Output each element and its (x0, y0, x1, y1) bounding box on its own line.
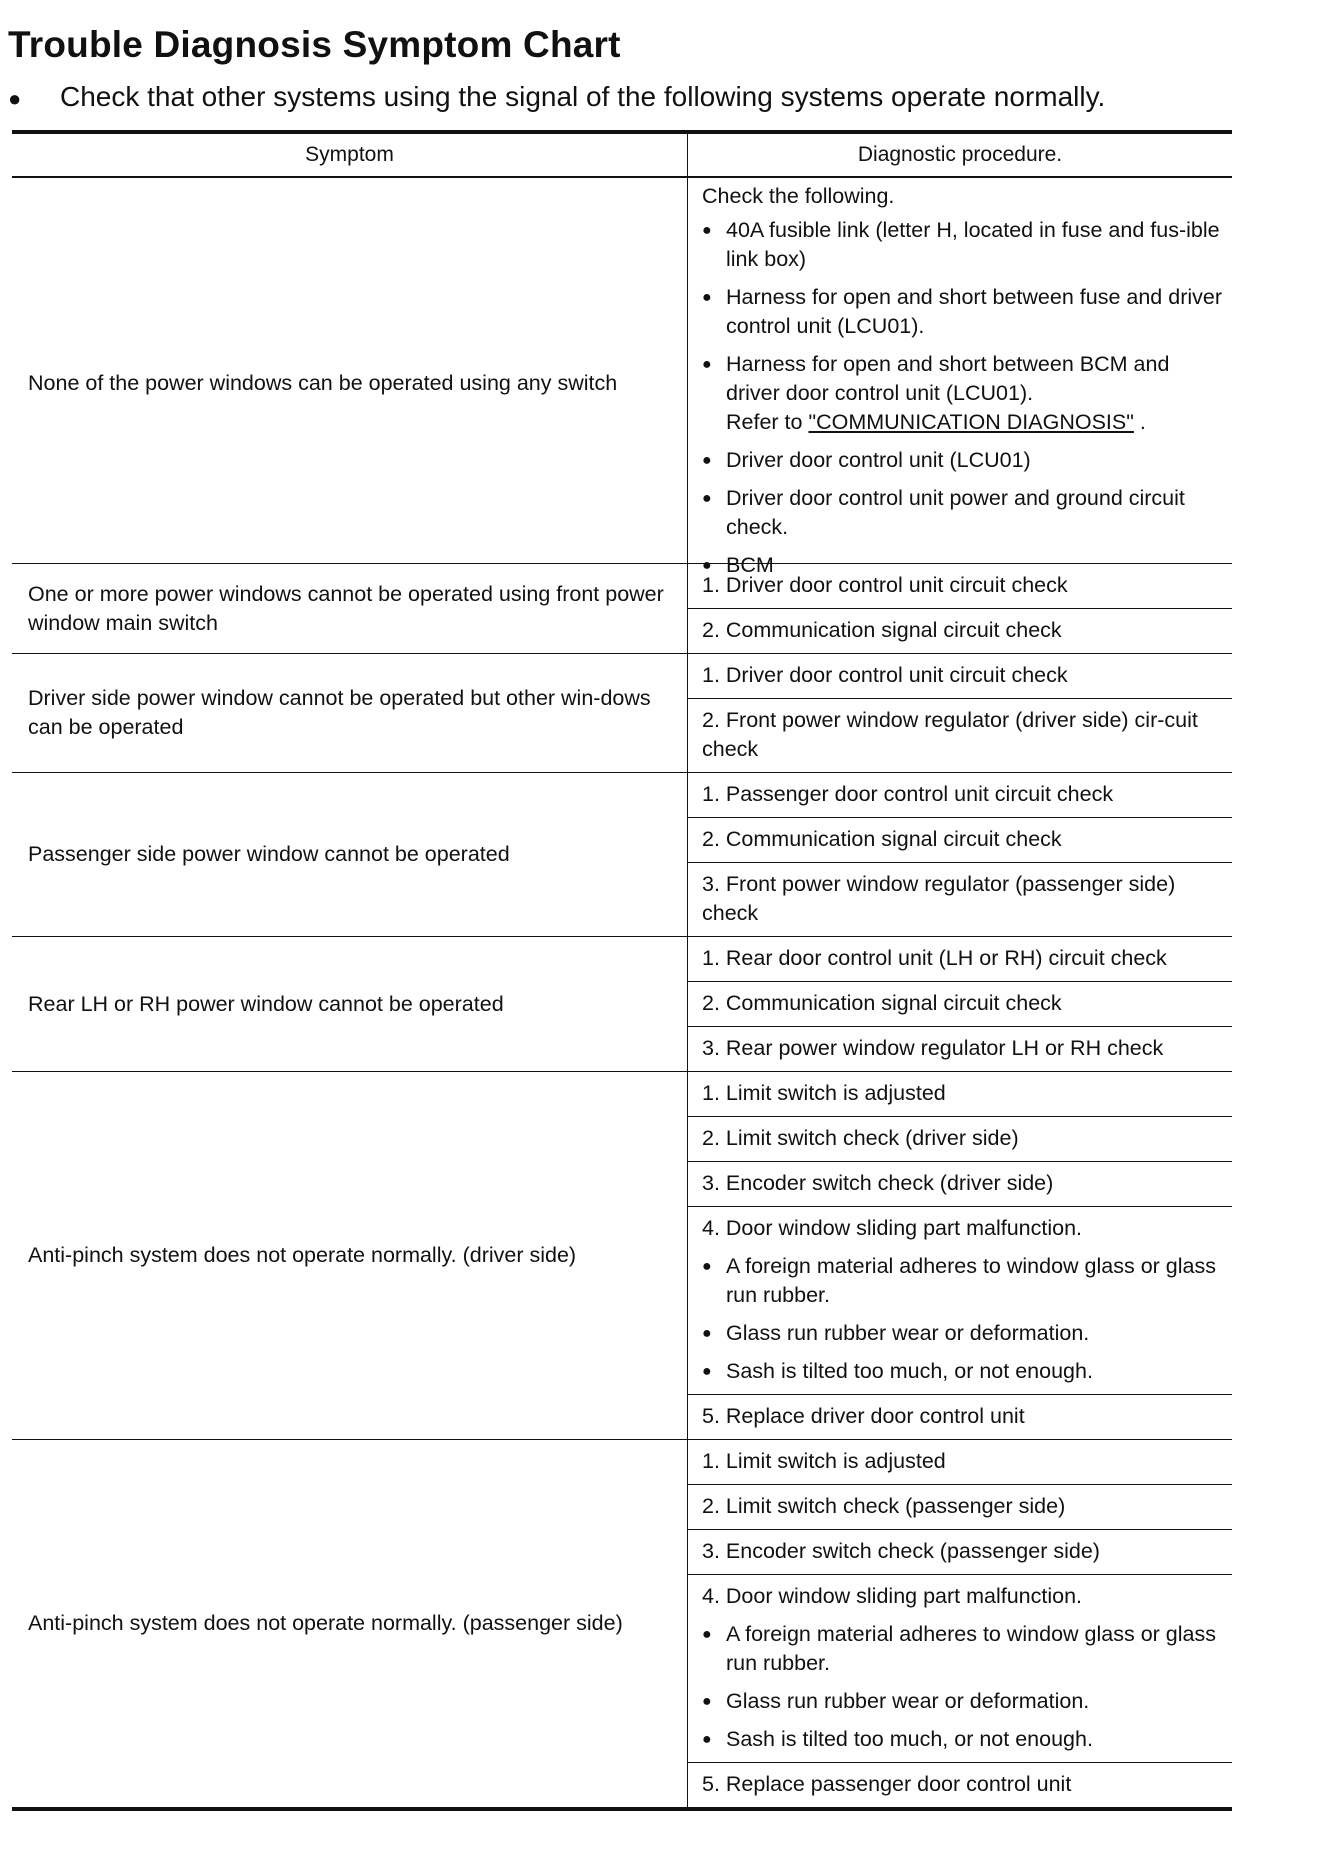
bullet-icon: ● (702, 222, 712, 239)
procedure-lead: Check the following. (702, 184, 895, 208)
procedure-list (688, 178, 1232, 588)
procedure-cell (688, 773, 1232, 936)
procedure-step: 5. Replace passenger door control unit (702, 1772, 1072, 1796)
procedure-cell (688, 654, 1232, 772)
intro-text: Check that other systems using the signal of the following systems operate normally. (60, 81, 1106, 112)
page-title: Trouble Diagnosis Symptom Chart (8, 24, 621, 65)
symptom-table (12, 130, 1232, 1811)
procedure-cell (688, 178, 1232, 588)
list-item: ● Glass run rubber wear or deformation. (702, 1687, 1222, 1716)
symptom-cell: Anti-pinch system does not operate normally. (passenger side) (12, 1440, 688, 1807)
procedure-step: 1. Limit switch is adjusted (688, 1072, 1232, 1117)
procedure-step: 1. Driver door control unit circuit check (688, 564, 1232, 609)
symptom-cell: None of the power windows can be operated using any switch (12, 178, 688, 588)
bullet-icon: ● (702, 1693, 712, 1710)
list-item: ● A foreign material adheres to window glass or glass run rubber. (702, 1622, 1216, 1675)
symptom-cell: One or more power windows cannot be operated using front power window main switch (12, 564, 688, 653)
table-header (12, 134, 1232, 178)
procedure-step: 1. Limit switch is adjusted (688, 1440, 1232, 1485)
bullet-icon: ● (702, 1731, 712, 1748)
list-item: ● Harness for open and short between BCM and driver door control unit (LCU01). Refer to "COMMUNICATION DIAGNOSIS" . (702, 352, 1170, 434)
procedure-step: 2. Front power window regulator (driver side) cir-cuit check (702, 708, 1198, 761)
communication-diagnosis-link[interactable]: "COMMUNICATION DIAGNOSIS" (808, 410, 1134, 434)
procedure-step: 3. Rear power window regulator LH or RH check (702, 1036, 1164, 1060)
procedure-step: 3. Front power window regulator (passenger side) check (702, 872, 1176, 925)
procedure-step: 1. Rear door control unit (LH or RH) circuit check (688, 937, 1232, 982)
list-item: ● A foreign material adheres to window glass or glass run rubber. (702, 1254, 1216, 1307)
procedure-step: 5. Replace driver door control unit (702, 1404, 1025, 1428)
symptom-cell: Passenger side power window cannot be operated (12, 773, 688, 936)
list-item: ● BCM (702, 551, 1222, 580)
procedure-step: 2. Limit switch check (driver side) (688, 1117, 1232, 1162)
procedure-step: 1. Passenger door control unit circuit check (688, 773, 1232, 818)
table-row (12, 937, 1232, 1072)
procedure-cell (688, 564, 1232, 653)
procedure-step: 4. Door window sliding part malfunction. ● A foreign material adheres to window glass or glass run rubber. ● Glass run rubber wear or deformation. ● Sash is tilted too much, or not enough. (688, 1207, 1232, 1395)
procedure-step: 4. Door window sliding part malfunction. ● A foreign material adheres to window glass or glass run rubber. ● Glass run rubber wear or deformation. ● Sash is tilted too much, or not enough. (688, 1575, 1232, 1763)
symptom-cell: Rear LH or RH power window cannot be operated (12, 937, 688, 1071)
table-row (12, 773, 1232, 937)
symptom-cell: Anti-pinch system does not operate normally. (driver side) (12, 1072, 688, 1439)
procedure-cell (688, 1072, 1232, 1439)
procedure-cell (688, 937, 1232, 1071)
bullet-icon: ● (702, 1258, 712, 1275)
bullet-icon: ● (702, 1363, 712, 1380)
table-row (12, 178, 1232, 577)
bullet-icon: ● (702, 452, 712, 469)
bullet-icon: ● (702, 1626, 712, 1643)
table-row (12, 1440, 1232, 1807)
list-item: ● Sash is tilted too much, or not enough. (702, 1725, 1222, 1754)
symptom-cell: Driver side power window cannot be operated but other win-dows can be operated (12, 654, 688, 772)
list-item: ● Glass run rubber wear or deformation. (702, 1319, 1222, 1348)
bullet-icon: ● (702, 289, 712, 306)
procedure-step: 2. Limit switch check (passenger side) (688, 1485, 1232, 1530)
procedure-step: 3. Encoder switch check (passenger side) (688, 1530, 1232, 1575)
bullet-icon: ● (702, 490, 712, 507)
list-item: ● Driver door control unit power and ground circuit check. (702, 486, 1185, 539)
table-row (12, 1072, 1232, 1440)
bullet-icon: ● (8, 86, 22, 111)
procedure-step: 2. Communication signal circuit check (688, 818, 1232, 863)
list-item: ● Driver door control unit (LCU01) (702, 446, 1222, 475)
list-item: ● Harness for open and short between fuse and driver control unit (LCU01). (702, 285, 1222, 338)
procedure-step: 2. Communication signal circuit check (702, 618, 1062, 642)
list-item: ● Sash is tilted too much, or not enough. (702, 1357, 1222, 1386)
procedure-step: 1. Driver door control unit circuit check (688, 654, 1232, 699)
procedure-step: 2. Communication signal circuit check (688, 982, 1232, 1027)
table-row (12, 654, 1232, 773)
list-item: ● 40A fusible link (letter H, located in fuse and fus-ible link box) (702, 218, 1220, 271)
bullet-icon: ● (702, 557, 712, 574)
bullet-icon: ● (702, 356, 712, 373)
table-row (12, 564, 1232, 654)
intro-note (8, 80, 1328, 116)
header-symptom: Symptom (12, 134, 688, 176)
header-procedure: Diagnostic procedure. (857, 143, 1063, 166)
bullet-icon: ● (702, 1325, 712, 1342)
procedure-step: 3. Encoder switch check (driver side) (688, 1162, 1232, 1207)
procedure-cell (688, 1440, 1232, 1807)
